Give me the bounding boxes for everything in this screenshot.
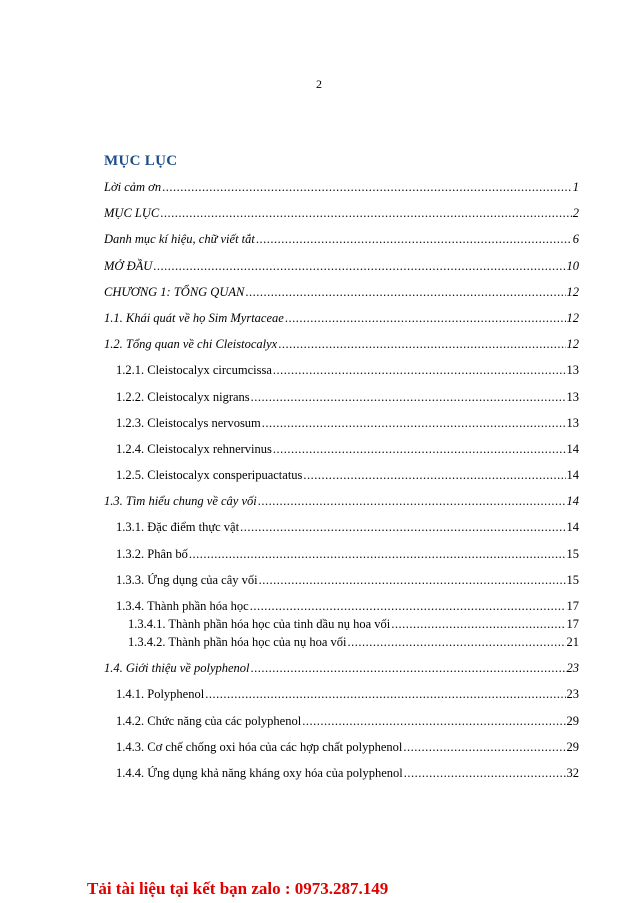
toc-entry-label: 1.2.3. Cleistocalys nervosum [116,415,261,430]
toc-leader-dots [205,687,565,702]
toc-entry[interactable] [116,714,579,729]
toc-entry-page: 12 [566,284,579,299]
toc-leader-dots [189,547,566,562]
toc-leader-dots [251,390,566,405]
toc-entry-page: 23 [566,687,579,702]
toc-entry[interactable] [116,573,579,588]
toc-entry[interactable] [104,337,579,352]
toc-leader-dots [160,206,572,221]
toc-entry-label: 1.3. Tìm hiểu chung về cây vối [104,494,257,509]
toc-entry-label: 1.3.3. Ứng dụng của cây vối [116,572,258,587]
toc-entry-label: 1.2.4. Cleistocalyx rehnervinus [116,441,272,456]
toc-entry-label: 1.3.4. Thành phần hóa học [116,599,249,613]
toc-entry-page: 14 [566,494,579,509]
toc-leader-dots [403,740,565,755]
toc-entry[interactable] [116,766,579,781]
toc-leader-dots [162,180,572,195]
toc-entry-page: 32 [566,765,579,780]
toc-entry-label: 1.4.2. Chức năng của các polyphenol [116,713,302,728]
toc-entry[interactable] [116,740,579,755]
toc-entry-label: 1.4.1. Polyphenol [116,687,205,702]
toc-entry[interactable] [104,232,579,247]
toc-entry-label: 1.3.4.1. Thành phần hóa học của tinh dầu nụ hoa vối [128,617,391,631]
toc-entry[interactable] [116,390,579,405]
toc-leader-dots [240,520,565,535]
toc-list [104,180,579,792]
toc-entry[interactable] [116,687,579,702]
toc-entry[interactable] [128,617,579,632]
toc-entry-page: 23 [566,661,579,676]
toc-entry-page: 13 [566,415,579,430]
toc-leader-dots [285,311,566,326]
toc-leader-dots [278,337,565,352]
toc-leader-dots [273,363,566,378]
page-number: 2 [316,77,322,91]
toc-title: MỤC LỤC [104,153,178,169]
toc-entry[interactable] [104,259,579,274]
toc-entry-label: 1.2.1. Cleistocalyx circumcissa [116,363,272,378]
toc-entry-label: MỞ ĐẦU [104,258,153,273]
toc-leader-dots [251,661,566,676]
toc-entry-label: 1.1. Khái quát về họ Sim Myrtaceae [104,310,284,325]
toc-entry-page: 12 [566,310,579,325]
toc-leader-dots [303,468,565,483]
toc-entry[interactable] [116,520,579,535]
toc-entry-page: 21 [566,635,579,649]
toc-entry-label: Lời cảm ơn [104,180,162,194]
toc-leader-dots [302,714,565,729]
toc-leader-dots [347,635,565,650]
toc-leader-dots [404,766,566,781]
toc-entry-label: 1.3.4.2. Thành phần hóa học của nụ hoa vối [128,635,347,649]
toc-entry[interactable] [104,494,579,509]
toc-entry-page: 29 [566,713,579,728]
toc-entry-page: 15 [566,572,579,587]
toc-entry-label: 1.3.1. Đặc điểm thực vật [116,520,240,535]
toc-leader-dots [153,259,565,274]
toc-entry[interactable] [116,547,579,562]
toc-entry[interactable] [104,661,579,676]
toc-entry-label: 1.2.5. Cleistocalyx consperipuactatus [116,468,303,483]
toc-entry-page: 15 [566,546,579,561]
footer-note: Tải tài liệu tại kết bạn zalo : 0973.287.149 [87,879,389,898]
toc-entry[interactable] [116,363,579,378]
toc-entry-page: 1 [572,180,579,194]
toc-entry-label: 1.4.4. Ứng dụng khả năng kháng oxy hóa của polyphenol [116,765,403,780]
toc-entry[interactable] [116,442,579,457]
toc-entry[interactable] [104,180,579,195]
toc-entry-label: 1.4. Giới thiệu về polyphenol [104,661,250,676]
toc-entry-label: 1.4.3. Cơ chế chống oxi hóa của các hợp chất polyphenol [116,739,403,754]
toc-entry-label: CHƯƠNG 1: TỔNG QUAN [104,284,245,299]
toc-entry-label: Danh mục kí hiệu, chữ viết tắt [104,232,255,247]
toc-entry[interactable] [116,599,579,614]
toc-entry[interactable] [116,468,579,483]
toc-entry[interactable] [104,285,579,300]
toc-entry-label: 1.2. Tổng quan về chi Cleistocalyx [104,337,278,352]
toc-entry-page: 17 [566,617,579,631]
toc-leader-dots [273,442,566,457]
toc-leader-dots [258,494,566,509]
toc-leader-dots [256,232,572,247]
toc-entry[interactable] [104,311,579,326]
toc-entry-page: 13 [566,363,579,378]
toc-entry-page: 17 [566,599,579,613]
toc-entry-page: 10 [566,258,579,273]
toc-leader-dots [391,617,565,632]
toc-leader-dots [259,573,566,588]
toc-entry[interactable] [104,206,579,221]
toc-entry-page: 12 [566,337,579,352]
toc-entry-page: 13 [566,389,579,404]
toc-entry[interactable] [128,635,579,650]
toc-entry-page: 29 [566,739,579,754]
toc-leader-dots [245,285,565,300]
toc-leader-dots [250,599,566,614]
toc-leader-dots [262,416,566,431]
toc-entry[interactable] [116,416,579,431]
toc-entry-page: 2 [572,206,579,221]
toc-entry-page: 14 [566,441,579,456]
toc-entry-label: 1.3.2. Phân bố [116,546,188,561]
toc-entry-label: MỤC LỤC [104,206,160,221]
toc-entry-page: 14 [566,520,579,535]
toc-entry-page: 6 [572,232,579,247]
toc-entry-label: 1.2.2. Cleistocalyx nigrans [116,389,250,404]
toc-entry-page: 14 [566,468,579,483]
